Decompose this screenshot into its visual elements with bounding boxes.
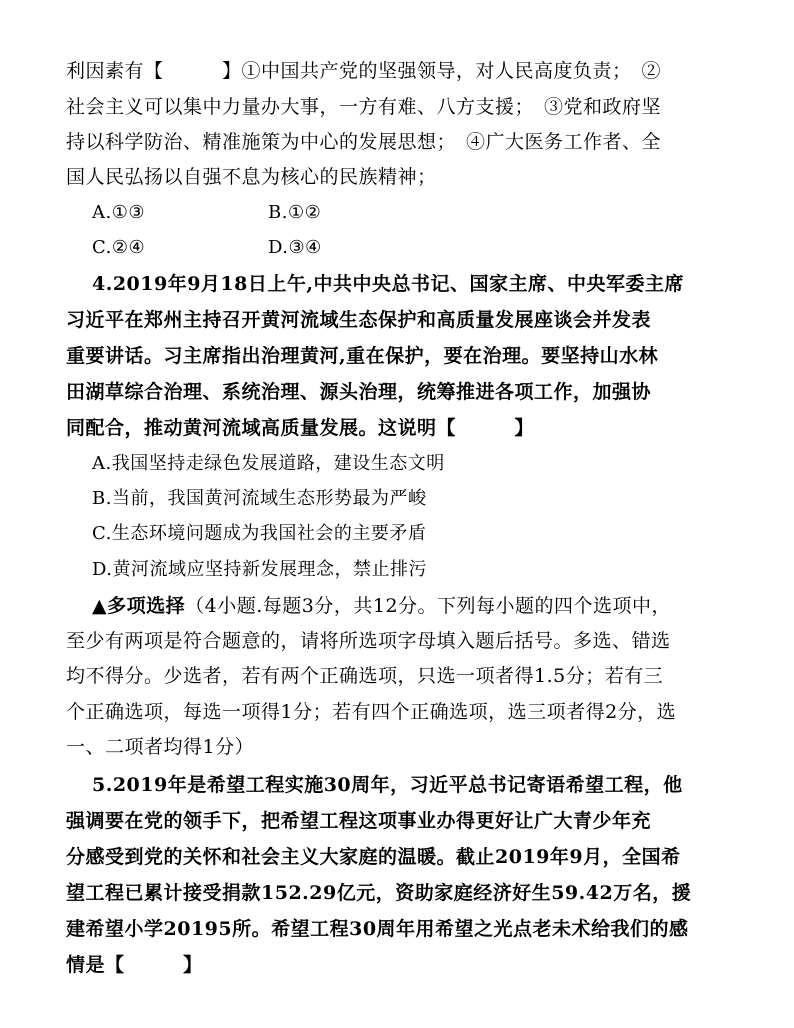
q5-line-4 xyxy=(66,880,794,906)
section-header-line-1 xyxy=(92,593,794,619)
section-line-1-text: （4小题.每题3分，共12分。下列每小题的四个选项中， xyxy=(185,595,672,617)
section-header-line-3 xyxy=(66,663,794,689)
q4-option-c[interactable] xyxy=(92,521,794,547)
q5-line-2-text: 强调要在党的领手下，把希望工程这项事业办得更好让广大青少年充 xyxy=(66,810,652,832)
q4-line-1-text: 4.2019年9月18日上午,中共中央总书记、国家主席、中央军委主席 xyxy=(92,273,684,295)
q3-line-1-text: 利因素有【 】①中国共产党的坚强领导，对人民高度负责； ② xyxy=(66,60,662,82)
q4-option-b-text: B.当前，我国黄河流域生态形势最为严峻 xyxy=(92,488,427,509)
section-line-2-text: 至少有两项是符合题意的，请将所选项字母填入题后括号。多选、错选 xyxy=(66,630,671,652)
q5-line-2 xyxy=(66,808,794,834)
triangle-marker-icon: ▲ xyxy=(92,595,108,617)
q4-line-2 xyxy=(66,307,794,333)
q3-line-1 xyxy=(66,58,794,84)
q3-line-2-text: 社会主义可以集中力量办大事，一方有难、八方支援； ③党和政府坚 xyxy=(66,96,662,118)
q4-option-a-text: A.我国坚持走绿色发展道路，建设生态文明 xyxy=(92,453,445,474)
q3-option-b[interactable]: B.①② xyxy=(268,202,322,223)
section-header-line-2 xyxy=(66,628,794,654)
q5-line-3 xyxy=(66,844,794,870)
section-line-4-text: 个正确选项，每选一项得1分；若有四个正确选项，选三项者得2分，选 xyxy=(66,701,677,723)
q4-option-a[interactable] xyxy=(92,451,794,477)
q3-line-4 xyxy=(66,164,794,190)
q3-option-c[interactable]: C.②④ xyxy=(92,237,146,258)
section-header-line-4 xyxy=(66,699,794,725)
q3-option-d[interactable]: D.③④ xyxy=(268,237,322,258)
q5-line-6-text: 情是【 】 xyxy=(66,954,203,976)
q4-line-4 xyxy=(66,379,794,405)
q3-line-3 xyxy=(66,129,794,155)
q5-line-5 xyxy=(66,916,794,942)
q4-option-b[interactable] xyxy=(92,486,794,512)
section-line-3-text: 均不得分。少选者，若有两个正确选项，只选一项者得1.5分；若有三 xyxy=(66,665,664,687)
q4-line-1 xyxy=(92,271,794,297)
q3-line-4-text: 国人民弘扬以自强不息为核心的民族精神； xyxy=(66,166,437,188)
q4-line-5 xyxy=(66,415,794,441)
q3-line-3-text: 持以科学防治、精准施策为中心的发展思想； ④广大医务工作者、全 xyxy=(66,131,662,153)
section-header-line-5 xyxy=(66,734,794,760)
q4-option-c-text: C.生态环境问题成为我国社会的主要矛盾 xyxy=(92,523,427,544)
q5-line-4-text: 望工程已累计接受捐款152.29亿元，资助家庭经济好生59.42万名，援 xyxy=(66,882,692,904)
q4-line-4-text: 田湖草综合治理、系统治理、源头治理，统筹推进各项工作，加强协 xyxy=(66,381,652,403)
q4-line-3-text: 重要讲话。习主席指出治理黄河,重在保护，要在治理。要坚持山水林 xyxy=(66,345,659,367)
q5-line-6 xyxy=(66,952,794,978)
q5-line-1 xyxy=(92,772,794,798)
q3-line-2 xyxy=(66,94,794,120)
q4-option-d-text: D.黄河流域应坚持新发展理念，禁止排污 xyxy=(92,559,428,580)
q4-line-5-text: 同配合，推动黄河流域高质量发展。这说明【 】 xyxy=(66,417,535,439)
q4-option-d[interactable] xyxy=(92,557,794,583)
q5-line-1-text: 5.2019年是希望工程实施30周年，习近平总书记寄语希望工程，他 xyxy=(92,774,683,796)
q3-option-a[interactable]: A.①③ xyxy=(92,202,145,223)
section-title: 多项选择 xyxy=(107,595,186,617)
section-line-5-text: 一、二项者均得1分） xyxy=(66,736,255,758)
q5-line-5-text: 建希望小学20195所。希望工程30周年用希望之光点老未术给我们的感 xyxy=(66,918,689,940)
q4-line-3 xyxy=(66,343,794,369)
q5-line-3-text: 分感受到党的关怀和社会主义大家庭的温暖。截止2019年9月，全国希 xyxy=(66,846,681,868)
q4-line-2-text: 习近平在郑州主持召开黄河流域生态保护和高质量发展座谈会并发表 xyxy=(66,309,652,331)
